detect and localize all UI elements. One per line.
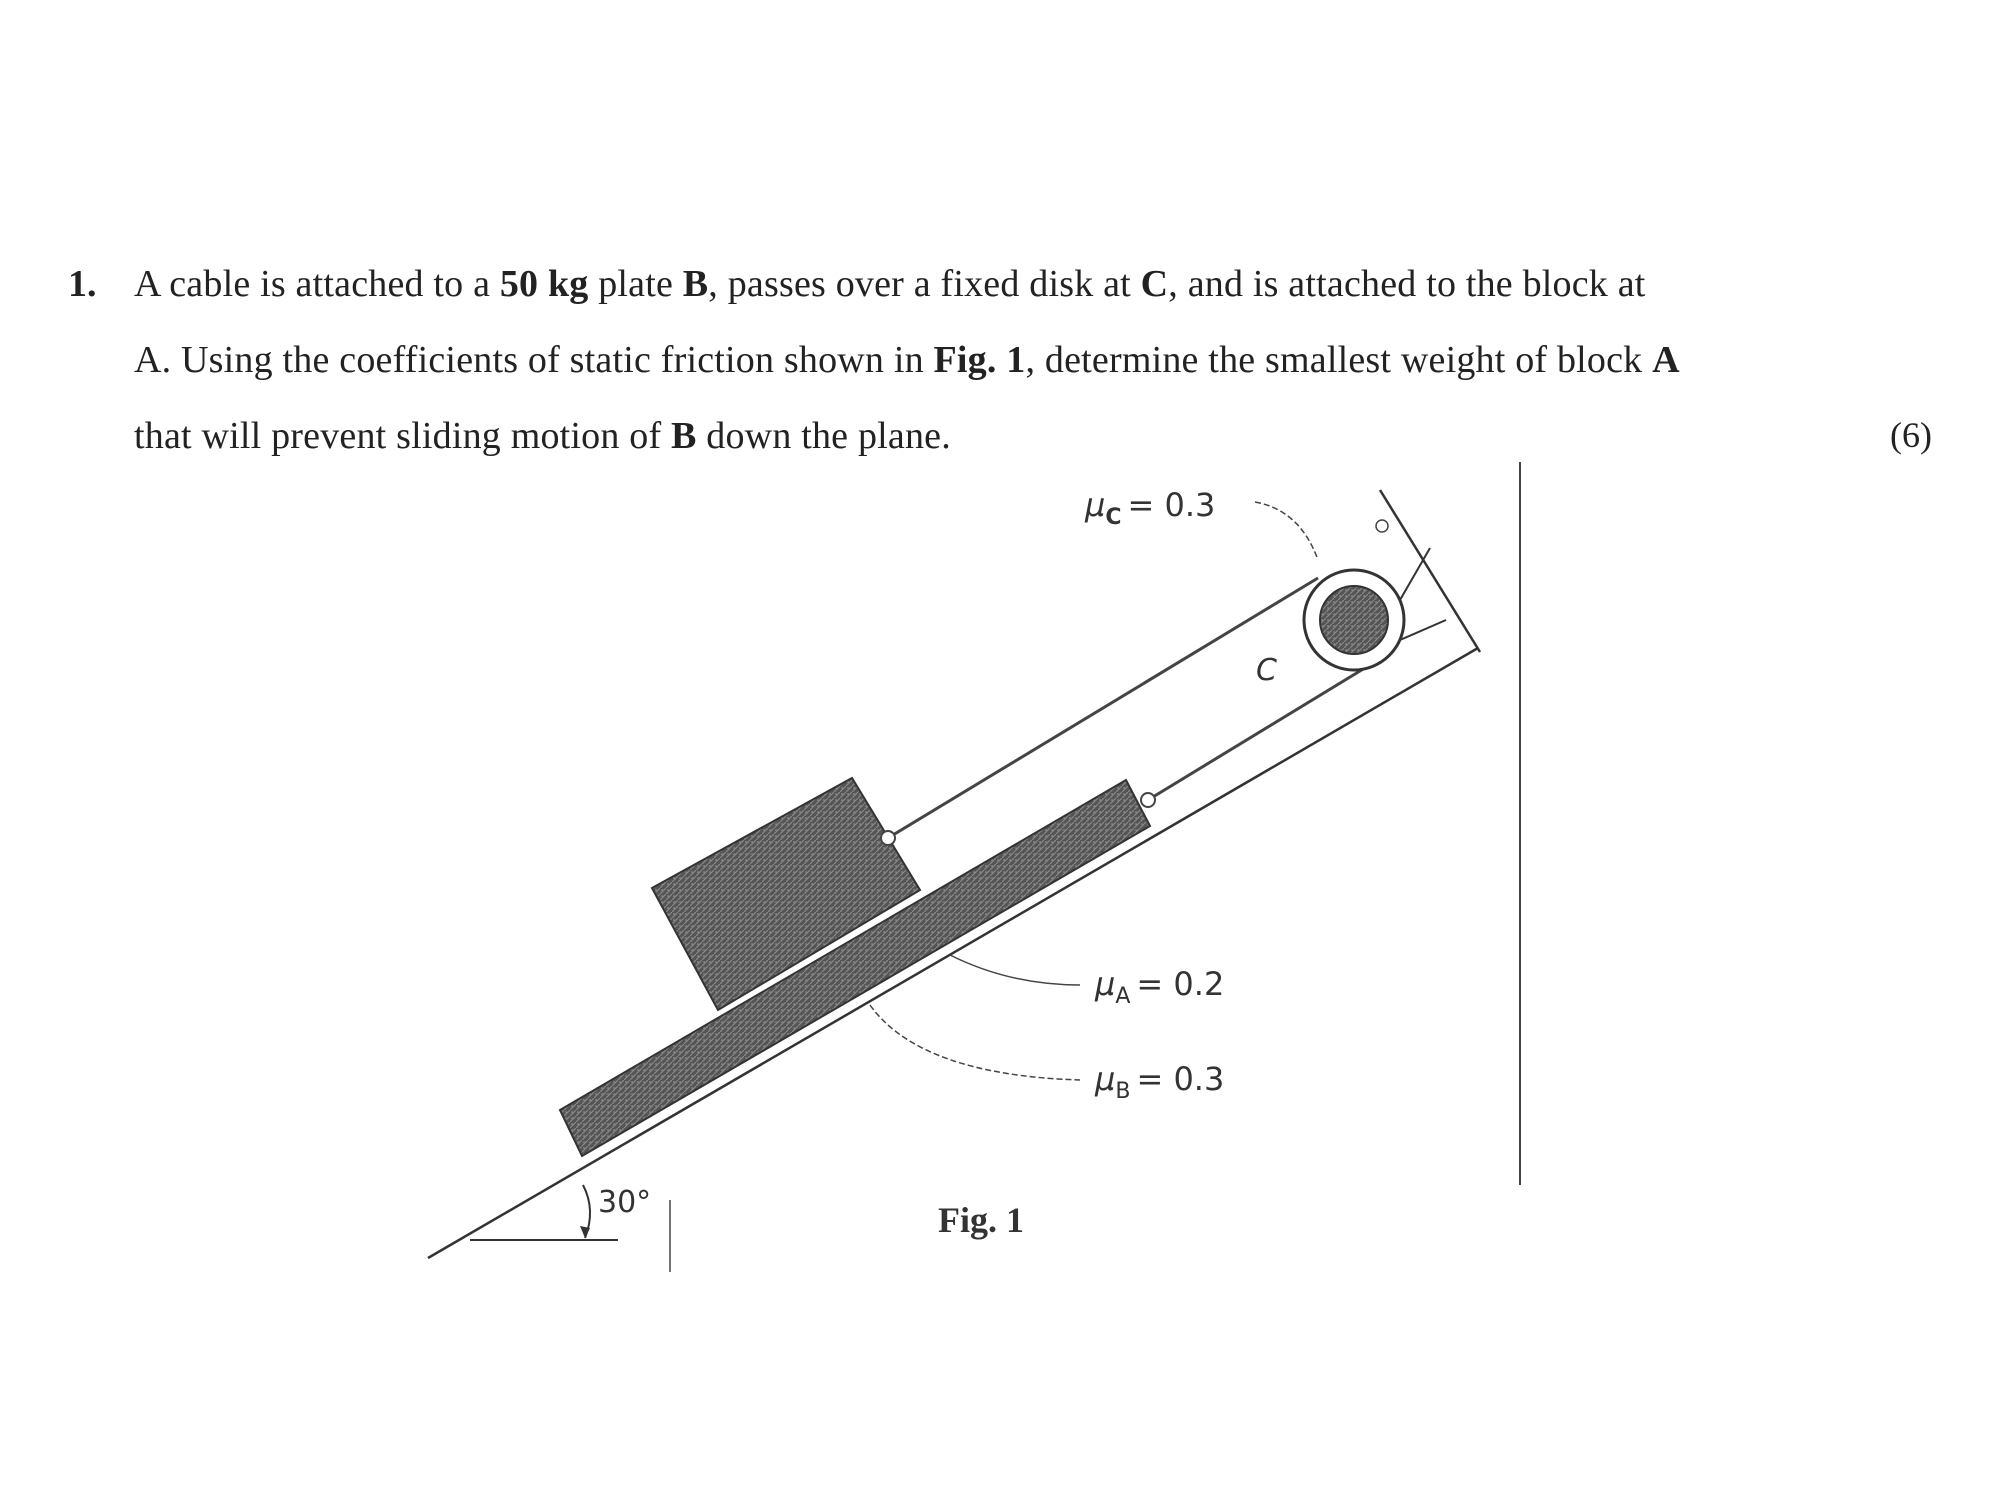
mu-b-label: $\mu_B = 0.3$: [1095, 1060, 1225, 1104]
mu-a-label: $\mu_A = 0.2$: [1095, 965, 1225, 1009]
angle-arrowhead: [580, 1226, 590, 1238]
mu-a-leader: [950, 955, 1080, 985]
problem-line-3: that will prevent sliding motion of B down the plane.: [134, 415, 951, 457]
disk-c-hub: [1320, 586, 1388, 654]
bracket-pin: [1376, 520, 1388, 532]
problem-line-1: A cable is attached to a 50 kg plate B, passes over a fixed disk at C, and is attached to the block at: [134, 263, 1646, 305]
mu-c-leader: [1255, 502, 1318, 560]
figure-caption: Fig. 1: [938, 1200, 1024, 1240]
cable-attach-b: [1141, 793, 1155, 807]
mu-c-label: $\mu_C = 0.3$: [1085, 486, 1216, 530]
question-number: 1.: [68, 263, 97, 305]
angle-label: 30°: [598, 1185, 652, 1220]
mu-b-leader: [870, 1005, 1080, 1080]
disk-label: C: [1256, 653, 1277, 688]
marks-label: (6): [1890, 415, 1932, 455]
bracket-lower: [1400, 620, 1446, 640]
bracket-upper: [1400, 548, 1430, 600]
incline-surface: [428, 648, 1478, 1258]
problem-line-2: A. Using the coefficients of static friction shown in Fig. 1, determine the smallest weight of block A: [134, 339, 1680, 381]
cable-attach-a: [881, 831, 895, 845]
